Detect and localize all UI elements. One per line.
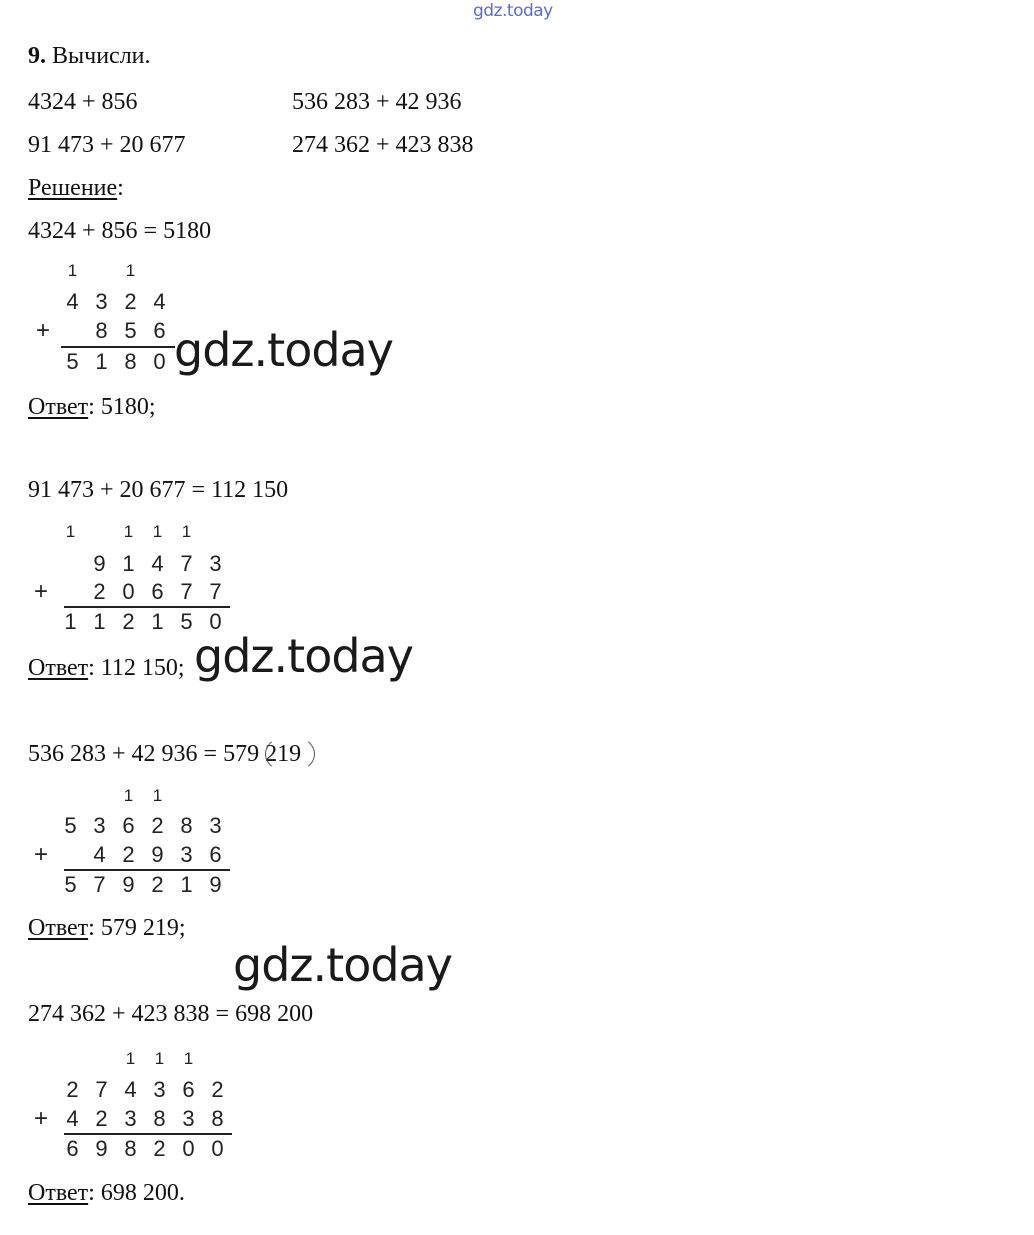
column-addition-1 (36, 258, 178, 378)
digit: 8 (211, 1106, 224, 1131)
digit: 6 (151, 579, 164, 604)
task-expression-3: 91 473 + 20 677 (28, 132, 186, 158)
digit: 9 (151, 842, 164, 867)
carry-digit: 1 (181, 522, 192, 541)
solution-heading (28, 176, 124, 200)
digit: 6 (66, 1136, 79, 1161)
watermark: gdz.today (233, 938, 452, 992)
watermark: gdz.today (174, 323, 393, 377)
digit: 0 (209, 609, 222, 634)
digit: 1 (151, 609, 164, 634)
task-title: Вычисли. (52, 43, 151, 69)
task-number: 9. (28, 43, 46, 69)
carry-digit: 1 (125, 1049, 136, 1068)
equation-3: 536 283 + 42 936 = 579 219 (28, 741, 302, 767)
digit: 2 (211, 1077, 224, 1102)
digit: 9 (93, 551, 106, 576)
digit: 4 (124, 1077, 137, 1102)
digit: 4 (151, 551, 164, 576)
digit: 3 (124, 1106, 137, 1131)
carry-digit: 1 (123, 522, 134, 541)
digit: 3 (153, 1077, 166, 1102)
digit: 1 (64, 609, 77, 634)
carry-digit: 1 (183, 1049, 194, 1068)
task-expression-4: 274 362 + 423 838 (292, 132, 474, 158)
carry-digit: 1 (152, 786, 163, 805)
digit: 8 (95, 318, 108, 343)
digit: 2 (153, 1136, 166, 1161)
watermark: gdz.today (194, 629, 413, 683)
digit: 4 (93, 842, 106, 867)
digit: 6 (182, 1077, 195, 1102)
digit: 7 (180, 551, 193, 576)
answer-3 (28, 916, 186, 940)
digit: 7 (209, 579, 222, 604)
digit: 2 (124, 289, 137, 314)
answer-label: Ответ (28, 1180, 89, 1206)
answer-4 (28, 1181, 185, 1205)
digit: 2 (122, 609, 135, 634)
digit: 3 (182, 1106, 195, 1131)
equation-2: 91 473 + 20 677 = 112 150 (28, 477, 289, 503)
column-addition-2 (34, 519, 232, 639)
digit: 3 (180, 842, 193, 867)
digit: 5 (124, 318, 137, 343)
digit: 9 (122, 872, 135, 897)
digit: 2 (122, 842, 135, 867)
digit: 5 (180, 609, 193, 634)
answer-value: : 112 150; (88, 655, 185, 681)
digit: 0 (122, 579, 135, 604)
task-expression-1: 4324 + 856 (28, 89, 138, 115)
answer-label: Ответ (28, 655, 89, 681)
digit: 5 (64, 813, 77, 838)
digit: 4 (66, 1106, 79, 1131)
carry-digit: 1 (123, 786, 134, 805)
sum-line (64, 869, 230, 871)
solution-label: Решение (28, 175, 118, 201)
watermark-top: gdz.today (473, 1, 553, 21)
digit: 3 (209, 813, 222, 838)
answer-label: Ответ (28, 915, 89, 941)
digit: 6 (122, 813, 135, 838)
digit: 0 (211, 1136, 224, 1161)
task-expression-2: 536 283 + 42 936 (292, 89, 462, 115)
answer-value: : 5180; (88, 394, 156, 420)
carry-digit: 1 (154, 1049, 165, 1068)
digit: 1 (93, 609, 106, 634)
equation-4: 274 362 + 423 838 = 698 200 (28, 1001, 314, 1027)
digit: 7 (95, 1077, 108, 1102)
digit: 0 (182, 1136, 195, 1161)
digit: 2 (66, 1077, 79, 1102)
digit: 2 (151, 813, 164, 838)
task-header (28, 44, 151, 68)
answer-1 (28, 395, 156, 419)
digit: 2 (95, 1106, 108, 1131)
digit: 1 (95, 349, 108, 374)
solution-colon: : (117, 175, 124, 201)
plus-sign: + (34, 1105, 49, 1132)
digit: 3 (95, 289, 108, 314)
plus-sign: + (34, 578, 49, 605)
digit: 7 (180, 579, 193, 604)
answer-value: : 698 200. (88, 1180, 185, 1206)
carry-digit: 1 (125, 261, 136, 280)
digit: 2 (93, 579, 106, 604)
digit: 5 (64, 872, 77, 897)
digit: 1 (122, 551, 135, 576)
carry-digit: 1 (67, 261, 78, 280)
digit: 2 (151, 872, 164, 897)
digit: 0 (153, 349, 166, 374)
digit: 8 (124, 1136, 137, 1161)
pencil-mark (265, 735, 315, 773)
sum-line (64, 1133, 232, 1135)
digit: 5 (66, 349, 79, 374)
digit: 6 (153, 318, 166, 343)
carry-digit: 1 (152, 522, 163, 541)
plus-sign: + (34, 841, 49, 868)
column-addition-4 (34, 1046, 234, 1166)
digit: 3 (209, 551, 222, 576)
digit: 3 (93, 813, 106, 838)
digit: 7 (93, 872, 106, 897)
digit: 9 (209, 872, 222, 897)
digit: 4 (153, 289, 166, 314)
answer-label: Ответ (28, 394, 89, 420)
sum-line (64, 606, 230, 608)
plus-sign: + (36, 317, 51, 344)
digit: 9 (95, 1136, 108, 1161)
digit: 8 (153, 1106, 166, 1131)
answer-value: : 579 219; (88, 915, 186, 941)
digit: 8 (124, 349, 137, 374)
column-addition-3 (34, 783, 232, 903)
carry-digit: 1 (65, 522, 76, 541)
digit: 1 (180, 872, 193, 897)
sum-line (61, 346, 175, 348)
digit: 4 (66, 289, 79, 314)
equation-1: 4324 + 856 = 5180 (28, 218, 212, 244)
digit: 8 (180, 813, 193, 838)
digit: 6 (209, 842, 222, 867)
answer-2 (28, 656, 185, 680)
